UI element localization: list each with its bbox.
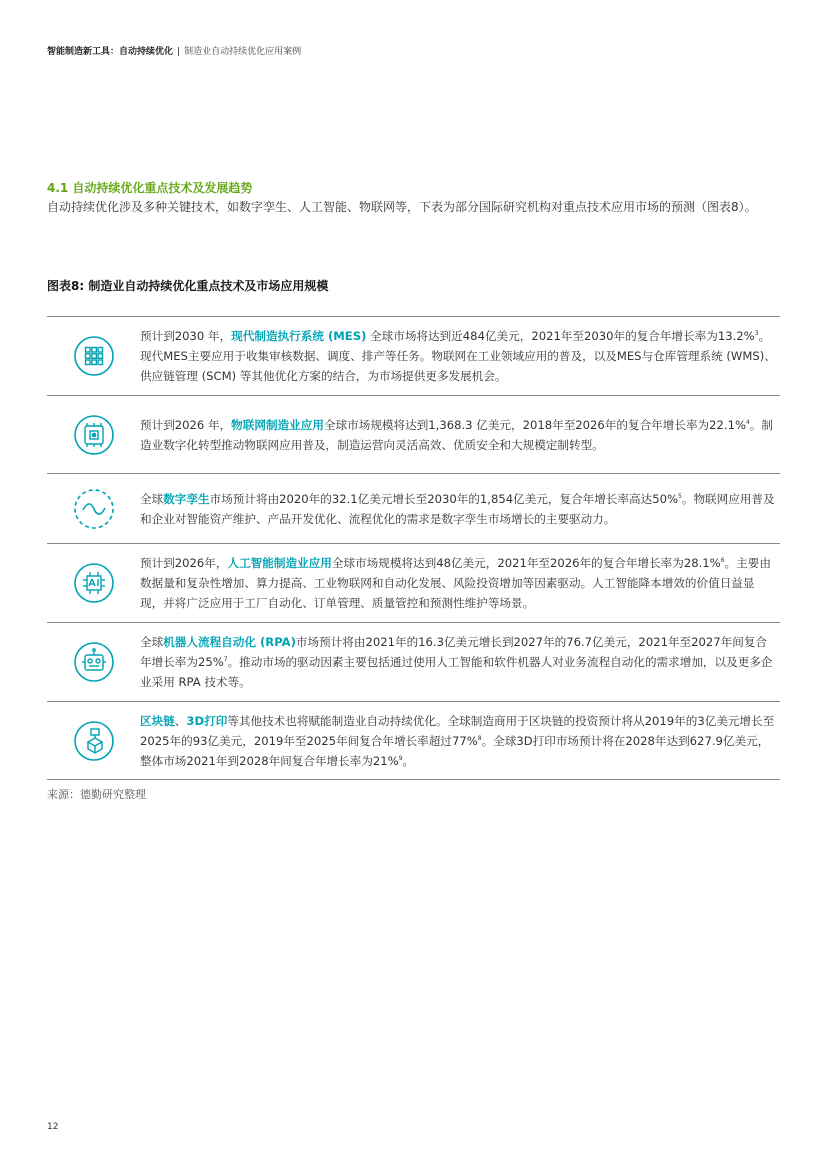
table-row-blockchain-3d-print bbox=[47, 702, 780, 780]
table-row-mes bbox=[47, 317, 780, 396]
figure-title: 图表8: 制造业自动持续优化重点技术及市场应用规模 bbox=[47, 279, 329, 293]
highlight-term: 现代制造执行系统 (MES) bbox=[231, 329, 367, 343]
highlight-term: 机器人流程自动化 (RPA) bbox=[163, 635, 296, 649]
table-row-rpa bbox=[47, 623, 780, 702]
row-description: 全球机器人流程自动化 (RPA)市场预计将由2021年的16.3亿美元增长到2027年的76.7亿美元，2021年至2027年间复合年增长率为25%$^7$。推动市场的驱动因素主要包括通过使用人工智能和软件机器人对业务流程自动化的需求增加，以及更多企业采用 RPA 技术等。 bbox=[140, 635, 773, 689]
row-description: 全球数字孪生市场预计将由2020年的32.1亿美元增长至2030年的1,854亿美元，复合年增长率高达50%$^5$。物联网应用普及和企业对智能资产维护、产品开发优化、流程优化的需求是数字孪生市场增长的主要驱动力。 bbox=[140, 491, 775, 526]
header-title: 智能制造新工具：自动持续优化 bbox=[47, 47, 174, 57]
source-note: 来源：德勤研究整理 bbox=[47, 788, 146, 801]
icon-cell bbox=[47, 641, 140, 683]
table-row-iot bbox=[47, 396, 780, 474]
header-separator: | bbox=[177, 47, 181, 57]
section-title: 4.1 自动持续优化重点技术及发展趋势 bbox=[47, 181, 253, 195]
row-description: 预计到2026 年，物联网制造业应用全球市场规模将达到1,368.3 亿美元，2018年至2026年的复合年增长率为22.1%$^4$。制造业数字化转型推动物联网应用普及，制造运营向灵活高效、优质安全和大规模定制转型。 bbox=[140, 417, 773, 452]
icon-cell bbox=[47, 488, 140, 530]
row-description: 预计到2030 年，现代制造执行系统 (MES) 全球市场将达到近484亿美元，2021年至2030年的复合年增长率为13.2%$^3$。现代MES主要应用于收集审核数据、调度、排产等任务。物联网在工业领域应用的普及，以及MES与仓库管理系统 (WMS)、供应链管理 (SCM) 等其他优化方案的结合，为市场提供更多发展机会。 bbox=[140, 329, 776, 383]
header-subtitle: 制造业自动持续优化应用案例 bbox=[184, 47, 302, 57]
table-row-digital-twin bbox=[47, 474, 780, 544]
highlight-term: 数字孪生 bbox=[163, 491, 210, 506]
row-description: 预计到2026年，人工智能制造业应用全球市场规模将达到48亿美元，2021年至2026年的复合年增长率为28.1%$^6$。主要由数据量和复杂性增加、算力提高、工业物联网和自动化发展、风险投资增加等因素驱动。人工智能降本增效的价值日益显现，并将广泛应用于工厂自动化、订单管理、质量管控和预测性维护等场景。 bbox=[140, 556, 771, 610]
robot-icon bbox=[73, 641, 115, 683]
grid-icon bbox=[73, 335, 115, 377]
technology-table bbox=[47, 316, 780, 780]
blockchain-3d-print-icon bbox=[73, 720, 115, 762]
running-header bbox=[47, 44, 301, 57]
highlight-term: 3D打印 bbox=[186, 713, 228, 728]
highlight-term: 人工智能制造业应用 bbox=[227, 556, 332, 570]
highlight-term: 区块链 bbox=[140, 713, 175, 728]
wave-icon bbox=[73, 488, 115, 530]
section-intro: 自动持续优化涉及多种关键技术，如数字孪生、人工智能、物联网等，下表为部分国际研究机构对重点技术应用市场的预测（图表8）。 bbox=[47, 200, 757, 214]
icon-cell bbox=[47, 562, 140, 604]
icon-cell bbox=[47, 720, 140, 762]
iot-network-icon bbox=[73, 414, 115, 456]
icon-cell bbox=[47, 335, 140, 377]
highlight-term: 物联网制造业应用 bbox=[231, 417, 324, 432]
table-row-ai bbox=[47, 544, 780, 623]
page-number: 12 bbox=[47, 1122, 59, 1132]
ai-chip-icon bbox=[73, 562, 115, 604]
row-description: 区块链、3D打印等其他技术也将赋能制造业自动持续优化。全球制造商用于区块链的投资预计将从2019年的3亿美元增长至2025年的93亿美元，2019年至2025年间复合年增长率超过77%$^8$。全球3D打印市场预计将在2028年达到627.9亿美元，整体市场2021年到2028年间复合年增长率为21%$^9$。 bbox=[140, 713, 775, 768]
icon-cell bbox=[47, 414, 140, 456]
